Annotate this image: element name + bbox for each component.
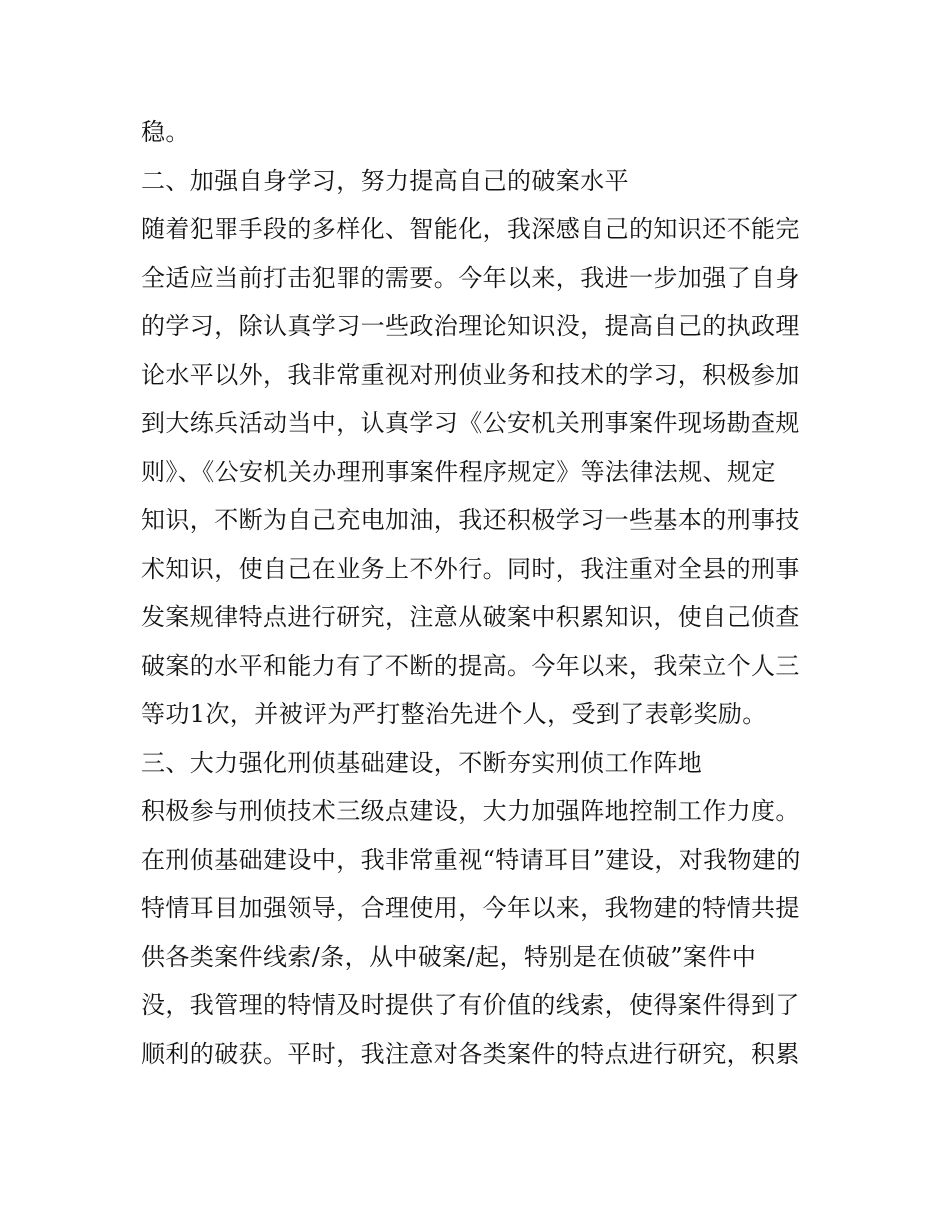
text-line: 全适应当前打击犯罪的需要。今年以来，我进一步加强了自身 bbox=[141, 263, 800, 292]
text-line: 的学习，除认真学习一些政治理论知识没，提高自己的执政理 bbox=[141, 312, 800, 340]
text-line: 等功1次，并被评为严打整治先进个人，受到了表彰奖励。 bbox=[141, 700, 767, 728]
section-heading: 二、加强自身学习，努力提高自己的破案水平 bbox=[141, 166, 629, 195]
body-text bbox=[141, 108, 821, 1078]
text-line: 论水平以外，我非常重视对刑侦业务和技术的学习，积极参加 bbox=[141, 360, 800, 389]
text-line: 积极参与刑侦技术三级点建设，大力加强阵地控制工作力度。 bbox=[141, 797, 800, 825]
text-line: 破案的水平和能力有了不断的提高。今年以来，我荣立个人三 bbox=[141, 651, 800, 680]
text-line: 特情耳目加强领导，合理使用，今年以来，我物建的特情共提 bbox=[141, 894, 800, 922]
text-line: 供各类案件线索/条，从中破案/起，特别是在侦破”案件中 bbox=[141, 942, 757, 971]
text-line: 则》、《公安机关办理刑事案件程序规定》等法律法规、规定 bbox=[141, 457, 776, 486]
text-line: 知识，不断为自己充电加油，我还积极学习一些基本的刑事技 bbox=[141, 506, 800, 534]
text-line: 没，我管理的特情及时提供了有价值的线索，使得案件得到了 bbox=[141, 991, 800, 1019]
text-line: 顺利的破获。平时，我注意对各类案件的特点进行研究，积累 bbox=[141, 1039, 800, 1068]
text-line: 稳。 bbox=[141, 118, 190, 146]
text-line: 到大练兵活动当中，认真学习《公安机关刑事案件现场勘查规 bbox=[141, 409, 800, 437]
text-line: 在刑侦基础建设中，我非常重视“特请耳目”建设，对我物建的 bbox=[141, 845, 801, 874]
section-heading: 三、大力强化刑侦基础建设，不断夯实刑侦工作阵地 bbox=[141, 748, 703, 777]
text-line: 发案规律特点进行研究，注意从破案中积累知识，使自己侦查 bbox=[141, 603, 800, 631]
text-line: 随着犯罪手段的多样化、智能化，我深感自己的知识还不能完 bbox=[141, 215, 800, 243]
text-line: 术知识，使自己在业务上不外行。同时，我注重对全县的刑事 bbox=[141, 554, 800, 583]
